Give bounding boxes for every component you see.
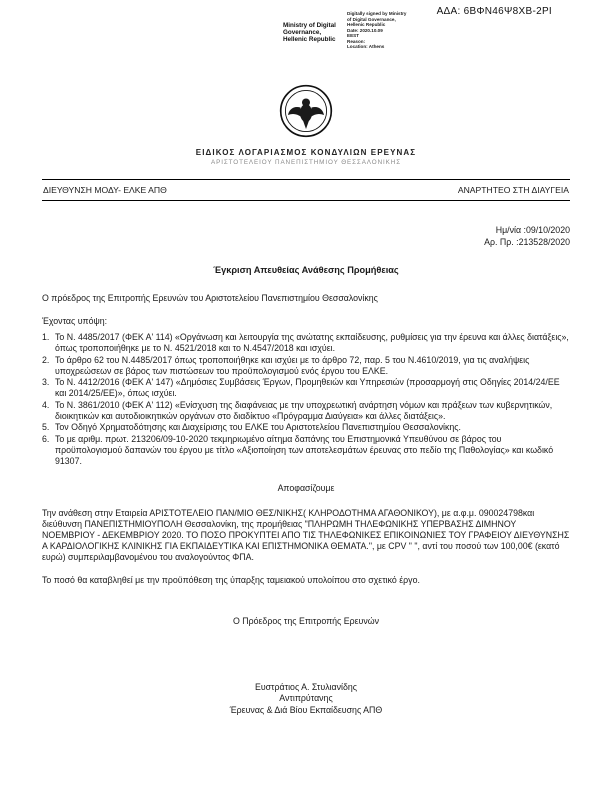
letterhead <box>0 84 612 166</box>
list-item-number: 5. <box>42 422 50 432</box>
list-item <box>42 422 570 433</box>
list-item-text: Το άρθρο 62 του Ν.4485/2017 όπως τροποποιήθηκε και ισχύει με το άρθρο 72, παρ. 5 του Ν.4610/2019, για τις αναλήψεις υποχρεώσεων σε βάρος των πιστώσεων του προϋπολογισμού ενός έργου του ΕΛΚΕ. <box>55 354 530 376</box>
ministry-line: Ministry of Digital <box>283 22 336 29</box>
meta-block <box>42 225 570 248</box>
stamp-line: EEST <box>347 33 359 38</box>
list-item-text: Το Ν. 4412/2016 (ΦΕΚ Α' 147) «Δημόσιες Συμβάσεις Έργων, Προμηθειών και Υπηρεσιών (προσαρμογή στις Οδηγίες 2014/24/ΕΕ και 2014/25/ΕΕ)», όπως ισχύει. <box>55 377 560 398</box>
document-body <box>42 179 570 716</box>
list-item-text: Το Ν. 3861/2010 (ΦΕΚ Α' 112) «Ενίσχυση της διαφάνειας με την υποχρεωτική ανάρτηση νόμων και πράξεων των κυβερνητικών, διοικητικών και αυτοδιοικητικών οργάνων στο διαδίκτυο «Πρόγραμμα Διαύγεια» και άλλες διατάξεις». <box>55 399 553 421</box>
stamp-line: Reason: <box>347 38 366 44</box>
university-seal-icon <box>279 84 333 143</box>
diavgeia-posting-label: ΑΝΑΡΤΗΤΕΟ ΣΤΗ ΔΙΑΥΓΕΙΑ <box>457 185 569 195</box>
signer-title: Αντιπρύτανης <box>279 693 333 703</box>
protocol-number-line: Αρ. Πρ. :213528/2020 <box>484 236 570 247</box>
document-title: Έγκριση Απευθείας Ανάθεσης Προμήθειας <box>213 265 399 275</box>
stamp-line: of Digital Governance, <box>347 16 396 22</box>
list-item <box>42 332 570 354</box>
stamp-line: Digitally signed by Ministry <box>347 11 407 16</box>
decision-heading: Αποφασίζουμε <box>277 482 335 493</box>
digital-signature-stamp <box>347 11 427 50</box>
org-name: ΕΙΔΙΚΟΣ ΛΟΓΑΡΙΑΣΜΟΣ ΚΟΝΔΥΛΙΩΝ ΕΡΕΥΝΑΣ <box>195 148 417 157</box>
signer-title-2: Έρευνας & Διά Βίου Εκπαίδευσης ΑΠΘ <box>229 704 383 715</box>
having-regard-label: Έχοντας υπόψη: <box>42 316 108 326</box>
list-item-number: 3. <box>42 377 50 387</box>
list-item-number: 6. <box>42 433 50 444</box>
signer-name: Ευστράτιος Α. Στυλιανίδης <box>254 681 358 692</box>
list-item-text: Τον Οδηγό Χρηματοδότησης και Διαχείρισης του ΕΛΚΕ του Αριστοτελείου Πανεπιστημίου Θεσσαλονίκης. <box>55 422 461 432</box>
signoff-role-line: Ο Πρόεδρος της Επιτροπής Ερευνών <box>232 615 380 626</box>
list-item <box>42 377 570 399</box>
university-name: ΑΡΙΣΤΟΤΕΛΕΙΟΥ ΠΑΝΕΠΙΣΤΗΜΙΟΥ ΘΕΣΣΑΛΟΝΙΚΗΣ <box>211 159 401 166</box>
list-item <box>42 434 570 467</box>
header-band <box>42 179 570 201</box>
ministry-line: Hellenic Republic <box>283 36 336 43</box>
list-item <box>42 355 570 377</box>
list-item-text: Το με αριθμ. πρωτ. 213206/09-10-2020 τεκμηριωμένο αίτημα δαπάνης του Επιστημονικά Υπευθύνου σε βάρος του προϋπολογισμού δαπανών του έργου με τίτλο «Αξιοποίηση των αποτελεσμάτων έρευνας στο πεδίο της Παθολογίας» και κωδικό 91307. <box>55 433 554 466</box>
ministry-line: Governance, <box>283 29 322 36</box>
signature-block <box>42 682 570 717</box>
directorate-label: ΔΙΕΥΘΥΝΣΗ ΜΟΔΥ- ΕΛΚΕ ΑΠΘ <box>43 185 167 195</box>
closing-paragraph: Το ποσό θα καταβληθεί με την προϋπόθεση της ύπαρξης ταμειακού υπολοίπου στο σχετικό έργο. <box>42 574 420 585</box>
ministry-signer-block <box>283 22 345 43</box>
list-item <box>42 400 570 422</box>
list-item-number: 4. <box>42 399 50 410</box>
date-line: Ημ/νία :09/10/2020 <box>495 225 570 235</box>
list-item-number: 1. <box>42 332 50 342</box>
stamp-line: Date: 2020.10.09 <box>347 27 383 33</box>
list-item-text: Το Ν. 4485/2017 (ΦΕΚ Α' 114) «Οργάνωση και λειτουργία της ανώτατης εκπαίδευσης, ρυθμίσεις για την έρευνα και άλλες διατάξεις», όπως τροποποιήθηκε με το Ν. 4521/2018 και το Ν.4547/2018 και ισχύει. <box>55 332 569 353</box>
list-item-number: 2. <box>42 354 50 365</box>
intro-paragraph: Ο πρόεδρος της Επιτροπής Ερευνών του Αριστοτελείου Πανεπιστημίου Θεσσαλονίκης <box>42 293 378 303</box>
decision-paragraph: Την ανάθεση στην Εταιρεία ΑΡΙΣΤΟΤΕΛΕΙΟ ΠΑΝ/ΜΙΟ ΘΕΣ/ΝΙΚΗΣ( ΚΛΗΡΟΔΟΤΗΜΑ ΑΓΑΘΟΝΙΚΟΥ), με α.φ.μ. 090024798και διεύθυνση ΠΑΝΕΠΙΣΤΗΜΙΟΥΠΟΛΗ Θεσσαλονίκη, της προμήθειας "ΠΛΗΡΩΜΗ ΤΗΛΕΦΩΝΙΚΗΣ ΥΠΕΡΒΑΣΗΣ ΔΙΜΗΝΟΥ ΝΟΕΜΒΡΙΟΥ - ΔΕΚΕΜΒΡΙΟΥ 2020. ΤΟ ΠΟΣΟ ΠΡΟΚΥΠΤΕΙ ΑΠΟ ΤΙΣ ΤΗΛΕΦΩΝΙΚΕΣ ΕΠΙΚΟΙΝΩΝΙΕΣ ΤΟΥ ΓΡΑΦΕΙΟΥ ΔΙΕΥΘΥΝΣΗΣ Α ΚΑΡΔΙΟΛΟΓΙΚΗΣ ΚΛΙΝΙΚΗΣ ΓΙΑ ΕΚΠΑΙΔΕΥΤΙΚΑ ΚΑΙ ΕΠΙΣΤΗΜΟΝΙΚΑ ΘΕΜΑΤΑ.", με CPV " ", αντί του ποσού των 100,00€ (εκατό ευρώ) συμπεριλαμβανομένου του αναλογούντος ΦΠΑ. <box>42 507 570 562</box>
page-top-area <box>0 0 612 78</box>
ada-code: ΑΔΑ: 6ΒΦΝ46Ψ8ΧΒ-2ΡΙ <box>436 6 552 17</box>
stamp-line: Location: Athens <box>347 44 385 49</box>
considerations-list <box>42 332 570 467</box>
stamp-line: Hellenic Republic <box>347 22 386 27</box>
